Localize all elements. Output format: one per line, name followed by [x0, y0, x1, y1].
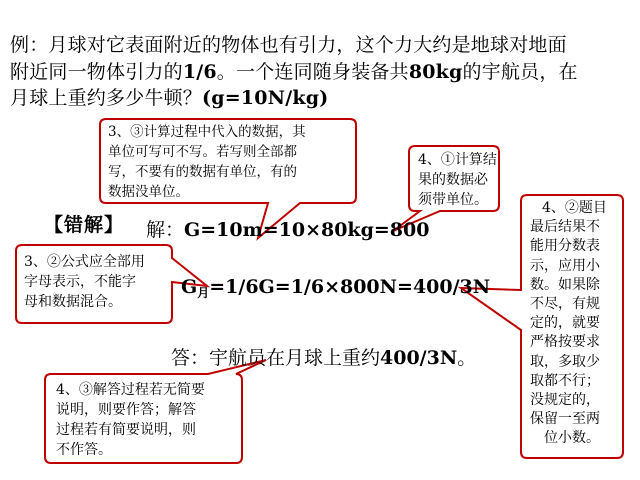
callout-line: 不尽，有规 — [530, 296, 600, 313]
answer-line — [171, 343, 476, 370]
solution-line-1 — [146, 215, 429, 242]
callout-line: 定的，就要 — [530, 315, 600, 332]
callout-line: 3、②公式应全部用 — [24, 254, 145, 270]
callout-line: 3、③计算过程中代入的数据，其 — [108, 124, 306, 140]
callout-line: 字母表示，不能字 — [24, 274, 136, 290]
callout-line: 位小数。 — [544, 430, 600, 447]
solution-g-subscript: 月 — [197, 286, 210, 300]
callout-line: 须带单位。 — [418, 192, 488, 208]
callout-line: 写，不要有的数据有单位，有的 — [108, 164, 297, 180]
problem-text: 。一个连同随身装备共 — [216, 60, 409, 83]
problem-text: 例：月球对它表面附近的物体也有引力，这个力大约是地球对地面 — [10, 34, 567, 56]
callout-result-unit — [418, 150, 497, 210]
callout-line: 取都不行； — [530, 372, 600, 389]
callout-line: 数。如果除 — [530, 276, 600, 293]
callout-line: 单位可写可不写。若写则全部都 — [108, 144, 297, 160]
solution-line-2 — [181, 276, 490, 301]
problem-mass: 80kg — [408, 60, 463, 83]
callout-answer-note — [56, 380, 205, 460]
answer-value: 400/3N — [380, 347, 458, 369]
callout-line: 不作答。 — [56, 442, 112, 458]
callout-line: 保留一至两 — [530, 411, 600, 428]
answer-suffix: 。 — [457, 347, 477, 369]
solution-formula-2: =1/6G=1/6×800N=400/3N — [209, 276, 491, 298]
problem-given-g: (g=10N/kg) — [202, 87, 329, 109]
callout-line: 过程若有简要说明，则 — [56, 422, 196, 438]
callout-unit-note — [108, 122, 306, 202]
callout-line: 果的数据必 — [418, 172, 488, 188]
callout-line: 4、③解答过程若无简要 — [56, 382, 205, 398]
problem-text: 月球上重约多少牛顿？ — [10, 87, 203, 109]
callout-line: 4、②题目 — [542, 200, 607, 216]
callout-line: 取，多取少 — [530, 353, 600, 370]
solution-prefix: 解： — [146, 219, 185, 241]
answer-prefix: 答：宇航员在月球上重约 — [171, 347, 381, 369]
problem-fraction: 1/6 — [182, 60, 217, 83]
callout-line: 4、①计算结 — [418, 152, 497, 168]
problem-text: 附近同一物体引力的 — [10, 60, 183, 83]
callout-line: 没规定的， — [530, 392, 600, 409]
callout-line: 能用分数表 — [530, 238, 600, 255]
wrong-solution-label: 【错解】 — [44, 214, 125, 236]
callout-line: 示，应用小 — [530, 257, 600, 274]
solution-formula-1: G=10m=10×80kg=800 — [184, 219, 430, 241]
callout-no-fraction — [530, 199, 607, 449]
callout-line: 严格按要求 — [530, 334, 600, 351]
callout-line: 说明，则要作答；解答 — [56, 402, 196, 418]
callout-line: 数据没单位。 — [108, 184, 189, 200]
solution-g-symbol: G — [181, 276, 198, 298]
callout-line: 最后结果不 — [530, 219, 600, 236]
callout-formula-letters — [24, 252, 145, 312]
callout-line: 母和数据混合。 — [24, 294, 122, 310]
problem-text: 的宇航员，在 — [462, 60, 578, 83]
